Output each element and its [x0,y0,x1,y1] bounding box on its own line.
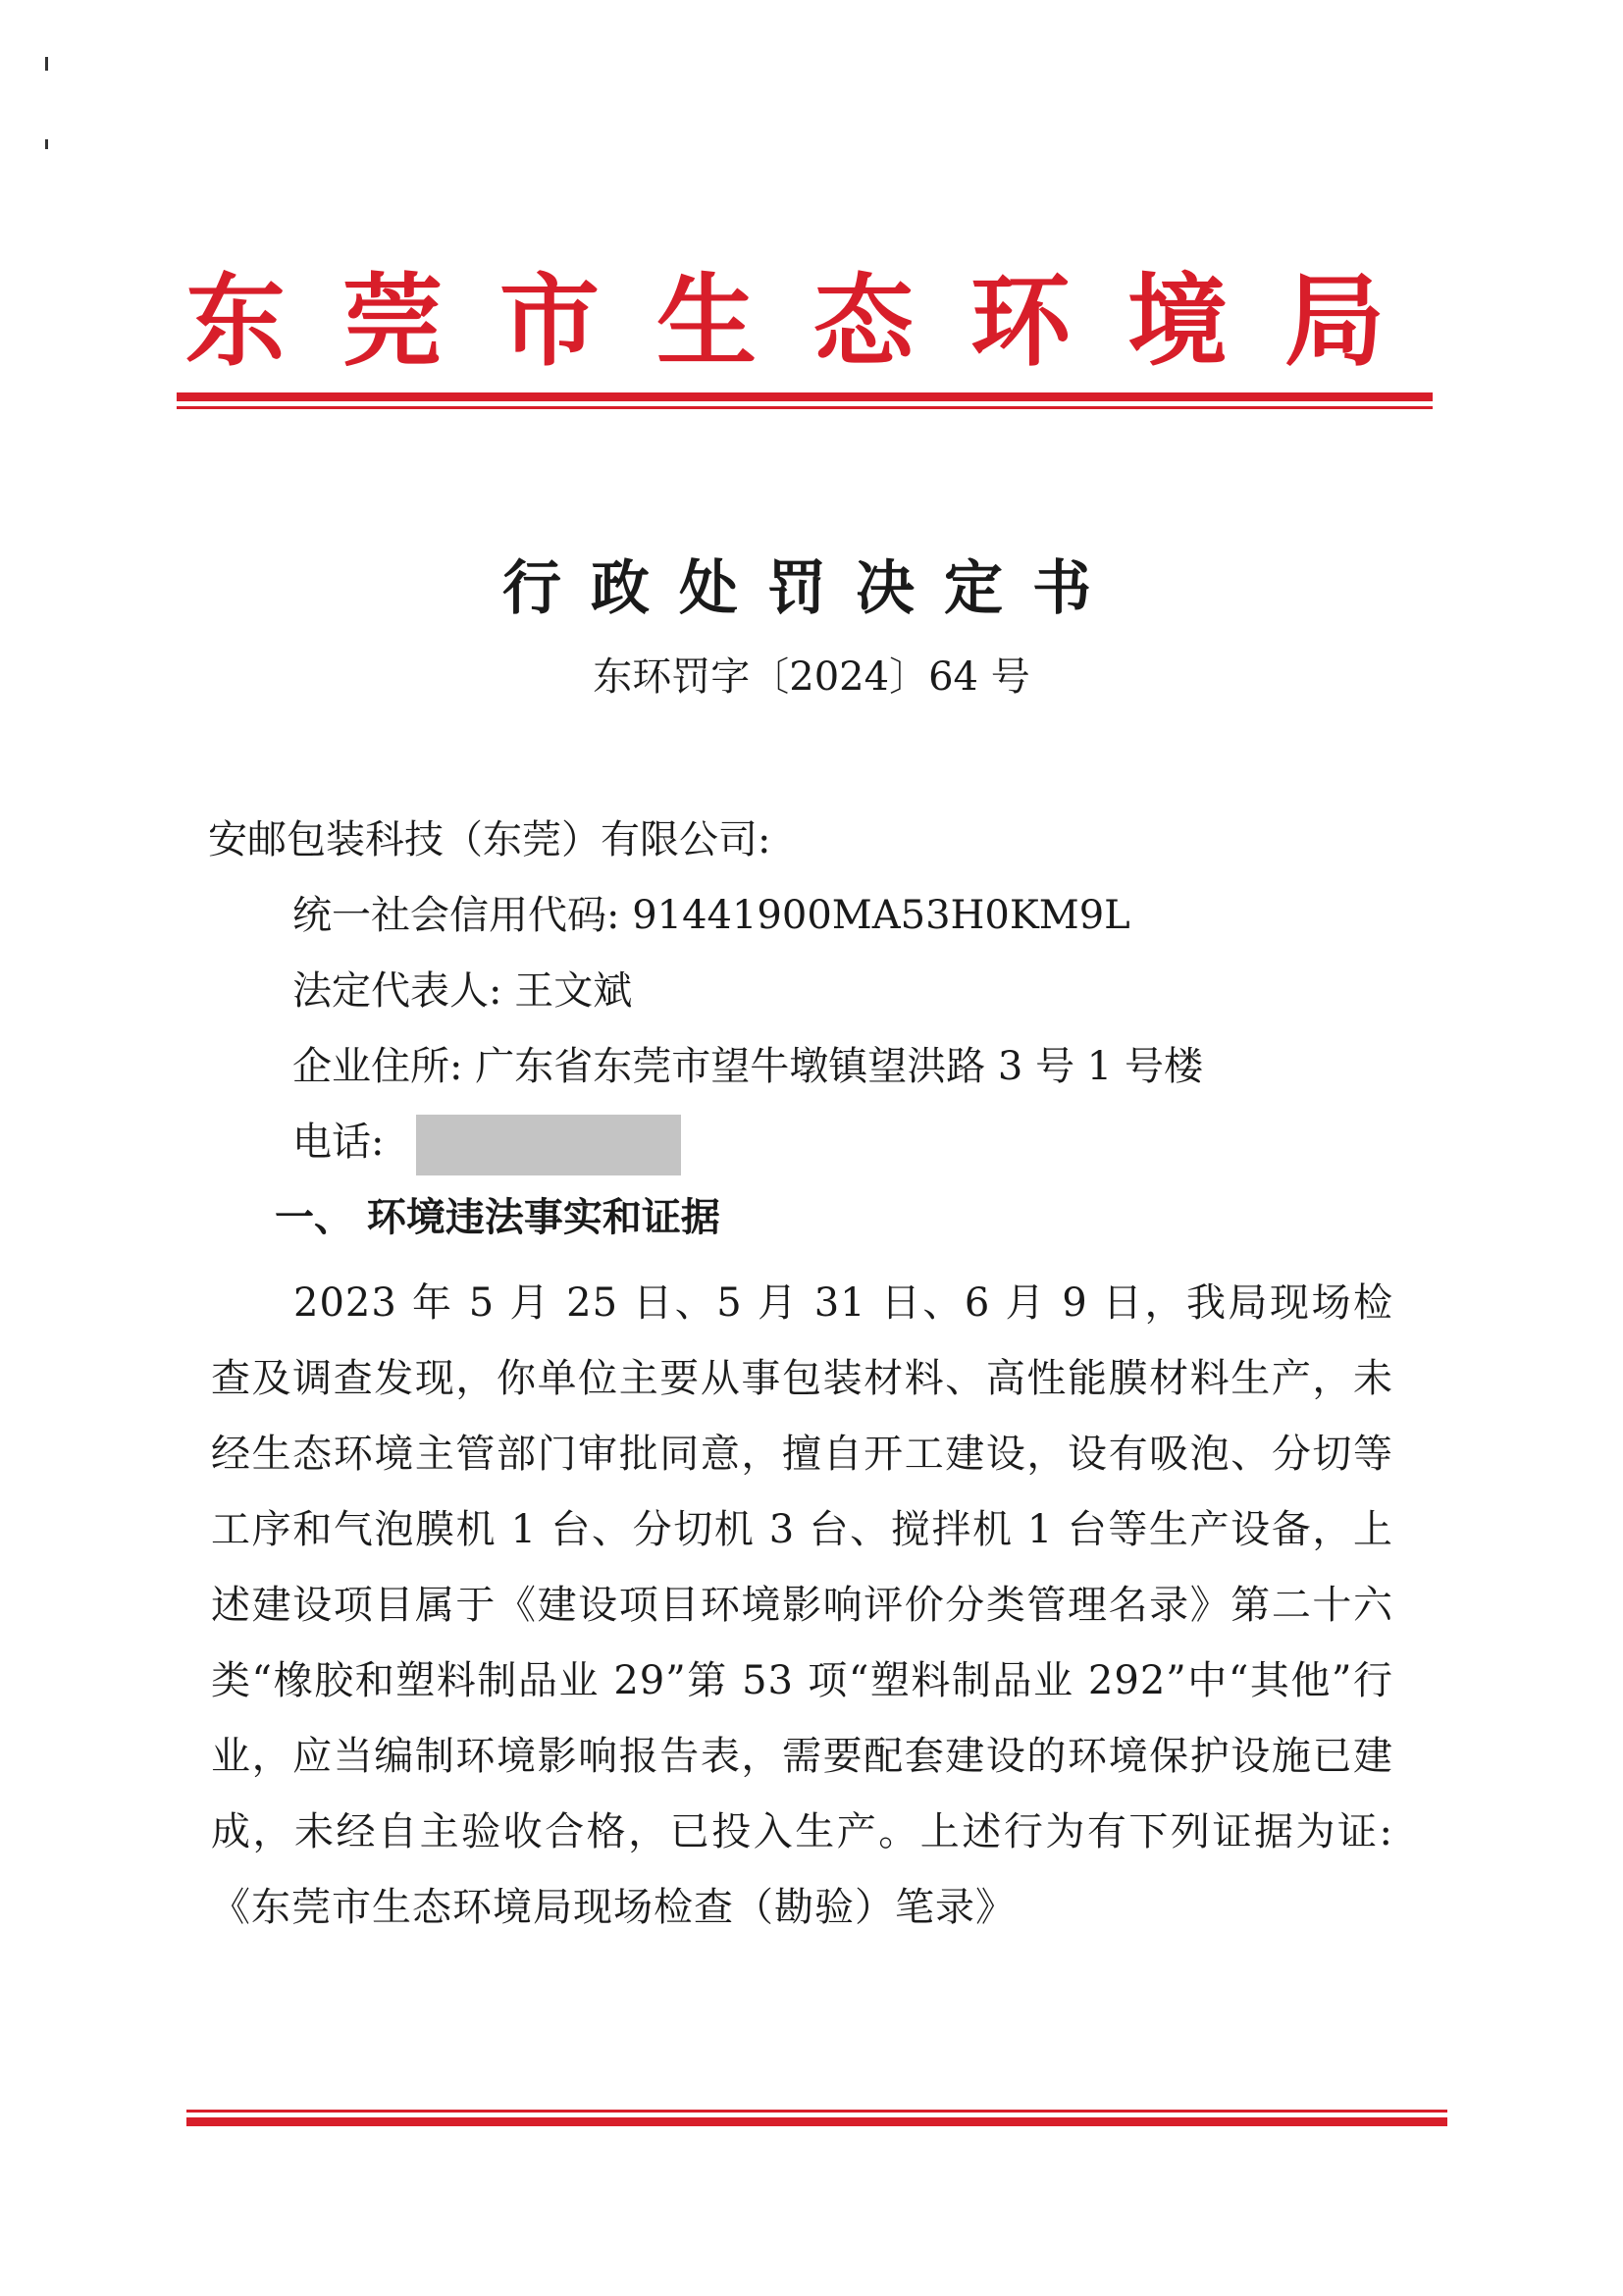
agency-char: 态 [813,263,914,381]
credit-code: 统一社会信用代码: 91441900MA53H0KM9L [292,893,1130,938]
document-number: 东环罚字〔2024〕64 号 [593,654,1030,700]
agency-char: 局 [1284,263,1385,381]
company-address: 企业住所: 广东省东莞市望牛墩镇望洪路 3 号 1 号楼 [292,1044,1203,1089]
agency-letterhead [177,263,1393,381]
recipient-name: 安邮包装科技（东莞）有限公司: [208,817,771,862]
footer-rule-thick [186,2117,1447,2126]
agency-char: 环 [970,263,1071,381]
legal-representative: 法定代表人: 王文斌 [292,968,633,1014]
phone-redaction [416,1115,681,1175]
phone-label: 电话: [292,1120,385,1165]
document-title: 行政处罚决定书 [502,554,1121,623]
agency-char: 境 [1127,263,1228,381]
agency-char: 莞 [342,263,443,381]
header-rule-thick [177,392,1433,401]
agency-char: 生 [656,263,757,381]
scan-mark [45,139,48,149]
section-heading: 一、 环境违法事实和证据 [275,1195,720,1240]
agency-char: 东 [185,263,286,381]
section-body: 2023 年 5 月 25 日、5 月 31 日、6 月 9 日，我局现场检查及调查发现，你单位主要从事包装材料、高性能膜材料生产，未经生态环境主管部门审批同意，擅自开工建设，设有吸泡、分切等工序和气泡膜机 1 台、分切机 3 台、搅拌机 1 台等生产设备，上述建设项目属于《建设项目环境影响评价分类管理名录》第二十六类“橡胶和塑料制品业 29”第 53 项“塑料制品业 292”中“其他”行业，应当编制环境影响报告表，需要配套建设的环境保护设施已建成，未经自主验收合格，已投入生产。上述行为有下列证据为证:《东莞市生态环境局现场检查（勘验）笔录》 [211,1280,1393,1930]
agency-char: 市 [499,263,600,381]
header-rule-thin [177,406,1433,409]
footer-rule-thin [186,2110,1447,2113]
scan-mark [45,57,48,71]
